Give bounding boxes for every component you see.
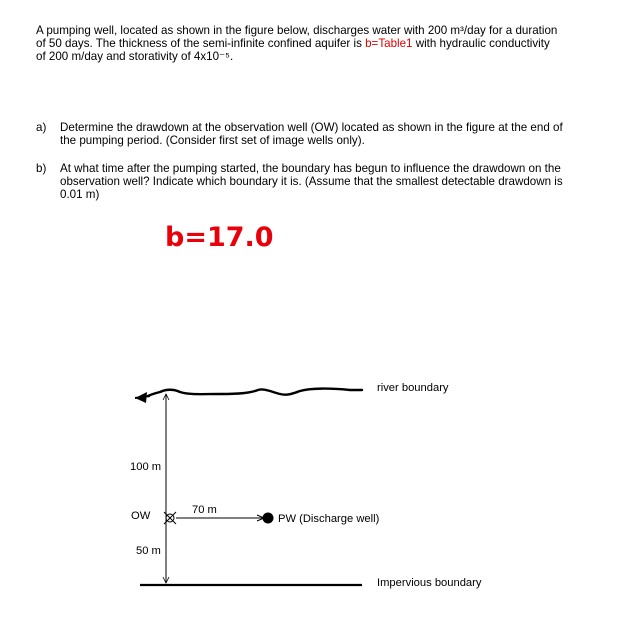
b-value: b=17.0 <box>165 222 274 253</box>
intro-line-1: A pumping well, located as shown in the figure below, discharges water with 200 m³/day for a duration <box>36 24 558 37</box>
distance-100m-label: 100 m <box>130 461 162 473</box>
distance-50m-label: 50 m <box>136 545 161 557</box>
ow-symbol <box>164 512 176 524</box>
question-b-label: b) <box>36 162 47 175</box>
river-boundary-label: river boundary <box>377 382 449 394</box>
question-b-text: At what time after the pumping started, the boundary has begun to influence the drawdown on the observation well? Indicate which boundary it is. (Assume that the smallest detectable drawdown is 0.01 m) <box>60 162 563 201</box>
question-a-text: Determine the drawdown at the observation well (OW) located as shown in the figure at the end of the pumping period. (Consider first set of image wells only). <box>60 121 563 147</box>
intro-line-2: of 50 days. The thickness of the semi-infinite confined aquifer is b=Table1 with hydraulic conductivity <box>36 37 550 50</box>
b-table-reference: b=Table1 <box>365 37 413 50</box>
distance-70m-label: 70 m <box>192 504 217 516</box>
pw-discharge-well <box>263 513 274 524</box>
ow-label: OW <box>131 510 151 522</box>
river-boundary-line <box>148 389 362 396</box>
impervious-boundary-label: Impervious boundary <box>377 577 482 589</box>
intro-line-3: of 200 m/day and storativity of 4x10⁻⁵. <box>36 50 234 63</box>
pw-label: PW (Discharge well) <box>278 513 380 525</box>
question-a-label: a) <box>36 121 47 134</box>
